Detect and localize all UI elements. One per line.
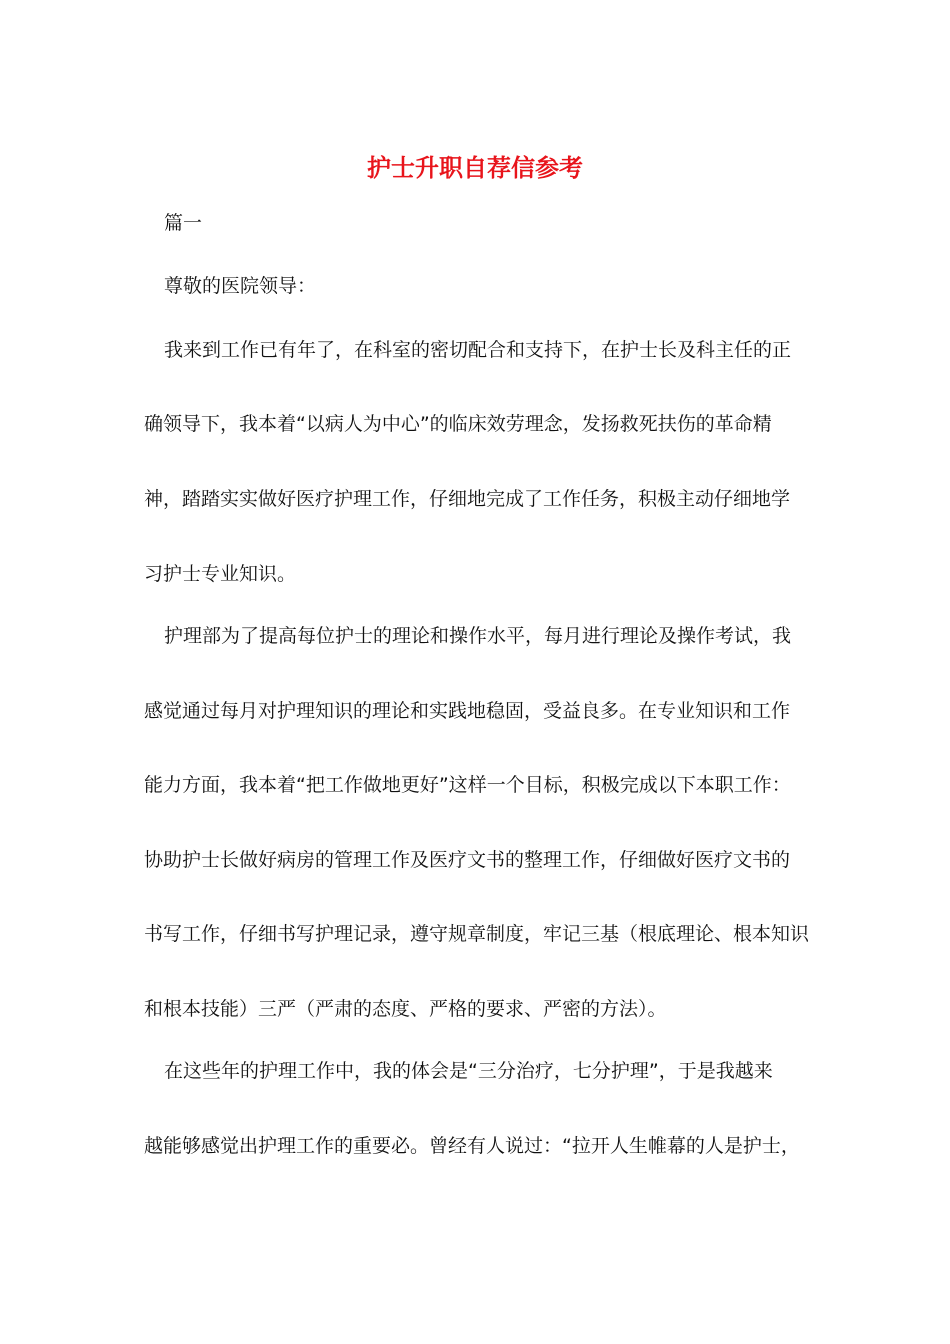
paragraph-line: 我来到工作已有年了，在科室的密切配合和支持下，在护士长及科主任的正 [164, 339, 792, 361]
paragraph-line: 确领导下，我本着“以病人为中心”的临床效劳理念，发扬救死扶伤的革命精 [144, 413, 772, 435]
paragraph-line: 护理部为了提高每位护士的理论和操作水平，每月进行理论及操作考试，我 [164, 625, 792, 647]
paragraph-line: 能力方面，我本着“把工作做地更好”这样一个目标，积极完成以下本职工作： [144, 774, 791, 796]
paragraph-line: 习护士专业知识。 [144, 563, 297, 585]
paragraph-line: 和根本技能）三严（严肃的态度、严格的要求、严密的方法）。 [144, 998, 667, 1020]
paragraph-line: 越能够感觉出护理工作的重要必。曾经有人说过：“拉开人生帷幕的人是护士， [144, 1135, 800, 1157]
salutation: 尊敬的医院领导： [164, 275, 317, 297]
paragraph-line: 感觉通过每月对护理知识的理论和实践地稳固，受益良多。在专业知识和工作 [144, 700, 791, 722]
section-heading: 篇一 [164, 212, 203, 234]
paragraph-line: 在这些年的护理工作中，我的体会是“三分治疗，七分护理”，于是我越来 [164, 1060, 773, 1082]
paragraph-line: 协助护士长做好病房的管理工作及医疗文书的整理工作，仔细做好医疗文书的 [144, 849, 791, 871]
paragraph-line: 书写工作，仔细书写护理记录，遵守规章制度，牢记三基（根底理论、根本知识 [144, 923, 810, 945]
document-title: 护士升职自荐信参考 [367, 153, 583, 182]
paragraph-line: 神，踏踏实实做好医疗护理工作，仔细地完成了工作任务，积极主动仔细地学 [144, 488, 791, 510]
